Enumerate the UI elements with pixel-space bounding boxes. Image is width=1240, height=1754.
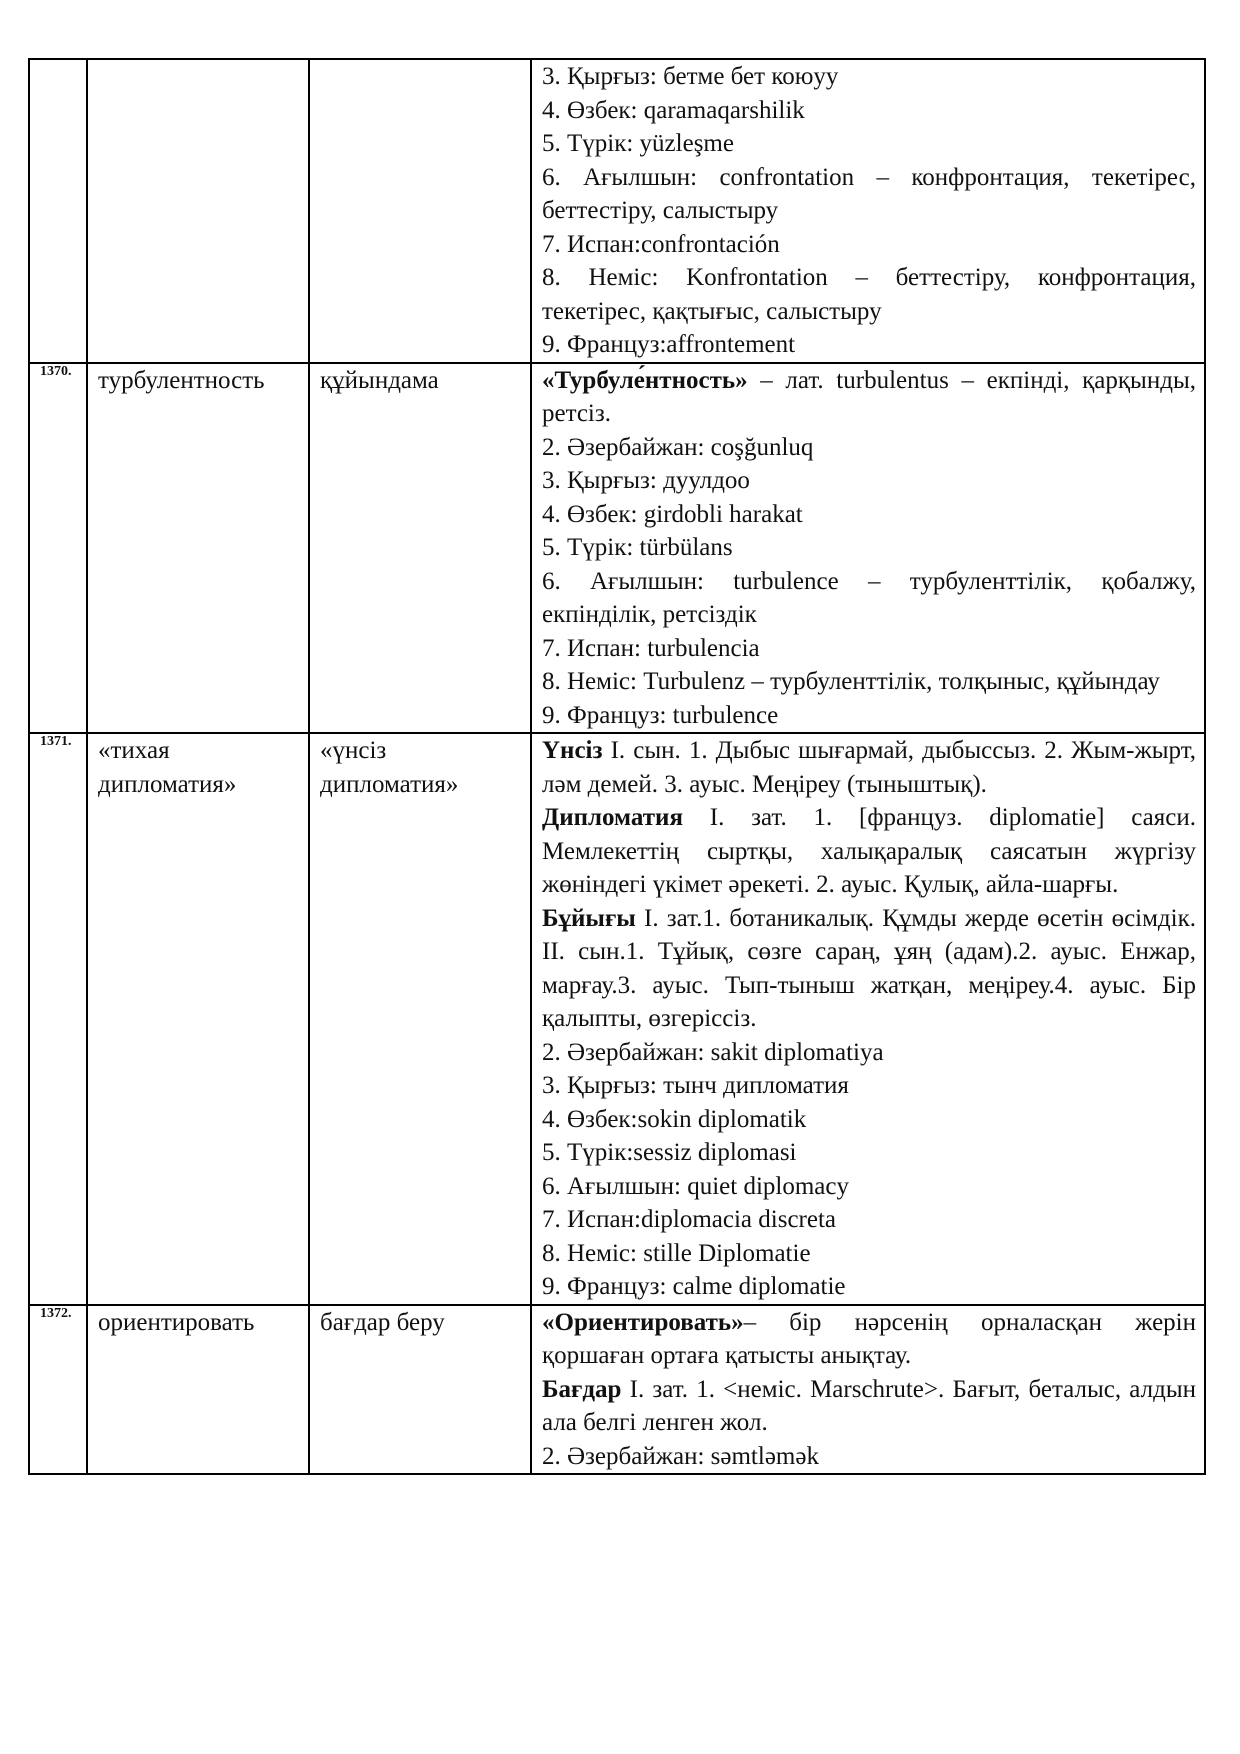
table-row <box>29 363 1205 734</box>
kazakh-term: «үнсіз дипломатия» <box>309 733 531 1305</box>
table-row <box>29 59 1205 363</box>
kazakh-term: бағдар беру <box>309 1305 531 1475</box>
definition-text: I. зат. 1. [француз. diplomatie] саяси. Мемлекеттің сыртқы, халықаралық саясатын жүргізу жөніндегі үкімет әрекеті. 2. ауыс. Қулық, айла-шарғы. <box>542 804 1196 898</box>
russian-term: турбулентность <box>87 363 309 734</box>
translation-line: 4. Өзбек:sokin diplomatik <box>542 1105 807 1133</box>
definition-block <box>542 734 1196 801</box>
definition-cell <box>531 1305 1205 1475</box>
translation-line: 8. Неміс: Konfrontation – беттестіру, конфронтация, текетірес, қақтығыс, салыстыру <box>542 264 1196 325</box>
translation-line: 8. Неміс: stille Diplomatie <box>542 1239 811 1267</box>
definition-headword: Үнсіз <box>542 737 603 764</box>
definition-text: I. зат.1. ботаникалық. Құмды жерде өсетін өсімдік. II. сын.1. Тұйық, сөзге сараң, ұяң (адам).2. ауыс. Енжар, марғау.3. ауыс. Тып-тыныш жатқан, меңіреу.4. ауыс. Бір қалыпты, өзгеріссіз. <box>542 904 1196 1032</box>
translation-line: 9. Француз: turbulence <box>542 701 779 729</box>
definition-text: I. сын. 1. Дыбыс шығармай, дыбыссыз. 2. Жым-жырт, ләм демей. 3. ауыс. Меңіреу (тыныштық). <box>542 737 1196 798</box>
russian-term <box>87 59 309 363</box>
definition-block <box>542 801 1196 902</box>
translation-line: 2. Әзербайжан: səmtləmək <box>542 1442 819 1470</box>
translation-line: 3. Қырғыз: дуулдоо <box>542 467 750 494</box>
translation-line: 6. Ағылшын: confrontation – конфронтация, текетірес, беттестіру, салыстыру <box>542 163 1196 224</box>
table-row <box>29 1305 1205 1475</box>
translation-line: 7. Испан: turbulencia <box>542 634 760 662</box>
definition-text: – лат. turbulentus – екпінді, қарқынды, ретсіз. <box>542 366 1196 427</box>
definition-lead <box>542 364 1196 431</box>
translation-line: 7. Испан:diplomacia discreta <box>542 1206 837 1233</box>
translation-line: 9. Француз: calme diplomatie <box>542 1273 846 1300</box>
translation-line: 8. Неміс: Turbulenz – турбуленттілік, толқыныс, құйындау <box>542 668 1160 695</box>
definition-headword: Бағдар <box>542 1375 622 1403</box>
definition-block <box>542 1306 1196 1373</box>
translation-line: 4. Өзбек: girdobli harakat <box>542 500 803 528</box>
definition-text: – бір нәрсенің орналасқан жерін қоршаған ортаға қатысты анықтау. <box>542 1308 1196 1369</box>
translation-line: 5. Түрік: yüzleşme <box>542 130 734 157</box>
table-row <box>29 733 1205 1305</box>
definition-text: I. зат. 1. <неміс. Marschrute>. Бағыт, беталыс, алдын ала белгі ленген жол. <box>542 1375 1196 1436</box>
definition-cell <box>531 363 1205 734</box>
translation-line: 7. Испан:confrontación <box>542 230 780 258</box>
translation-line: 3. Қырғыз: тынч дипломатия <box>542 1072 849 1099</box>
entry-number <box>29 59 87 363</box>
kazakh-term <box>309 59 531 363</box>
translation-line: 2. Әзербайжан: coşğunluq <box>542 433 814 461</box>
translation-line: 4. Өзбек: qaramaqarshilik <box>542 96 805 124</box>
translation-line: 6. Ағылшын: turbulence – турбуленттілік, қобалжу, екпінділік, ретсіздік <box>542 567 1196 628</box>
translation-line: 5. Түрік: türbülans <box>542 534 733 561</box>
definition-headword: «Ориентировать» <box>542 1308 744 1336</box>
definition-block <box>542 1373 1196 1440</box>
definition-headword: Дипломатия <box>542 804 683 831</box>
definition-headword: Бұйығы <box>542 904 636 932</box>
entry-number: 1372. <box>29 1305 87 1475</box>
kazakh-term: құйындама <box>309 363 531 734</box>
definition-cell <box>531 59 1205 363</box>
definition-headword: «Турбуле́нтность» <box>542 366 748 394</box>
translation-line: 3. Қырғыз: бетме бет коюуу <box>542 63 839 90</box>
russian-term: «тихая дипломатия» <box>87 733 309 1305</box>
translation-line: 2. Әзербайжан: sakit diplomatiya <box>542 1038 884 1066</box>
definition-block <box>542 902 1196 1036</box>
dictionary-table <box>28 58 1206 1475</box>
entry-number: 1371. <box>29 733 87 1305</box>
translation-line: 5. Түрік:sessiz diplomasi <box>542 1139 797 1166</box>
translation-line: 6. Ағылшын: quiet diplomacy <box>542 1172 849 1200</box>
translation-line: 9. Француз:affrontement <box>542 331 796 358</box>
definition-cell <box>531 733 1205 1305</box>
entry-number: 1370. <box>29 363 87 734</box>
russian-term: ориентировать <box>87 1305 309 1475</box>
